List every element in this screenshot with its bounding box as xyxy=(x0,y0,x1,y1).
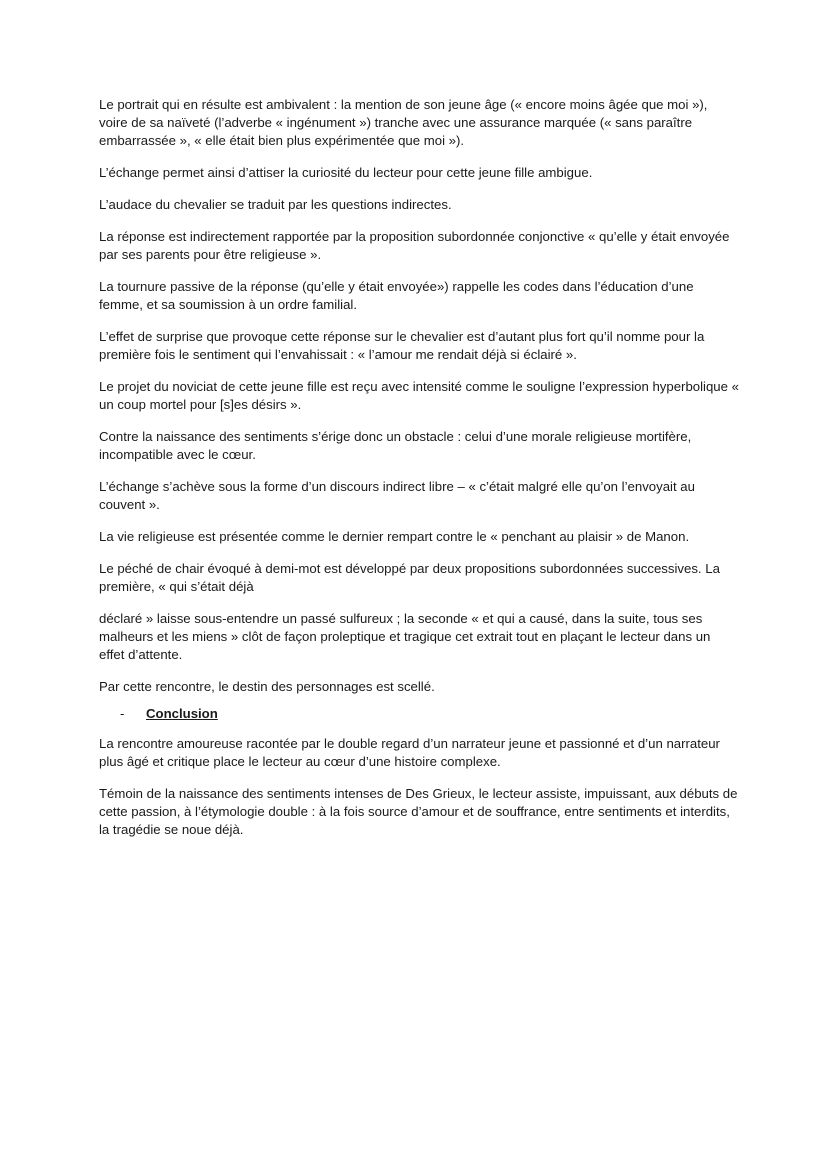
paragraph: La réponse est indirectement rapportée par la proposition subordonnée conjonctive « qu’elle y était envoyée par ses parents pour être religieuse ». xyxy=(99,229,730,262)
paragraph: déclaré » laisse sous-entendre un passé sulfureux ; la seconde « et qui a causé, dans la suite, tous ses malheurs et les miens » clôt de façon proleptique et tragique cet extrait tout en plaçant le lecteur dans un effet d’attente. xyxy=(99,611,711,662)
paragraph: L’échange permet ainsi d’attiser la curiosité du lecteur pour cette jeune fille ambigue. xyxy=(99,165,593,180)
paragraph: Par cette rencontre, le destin des personnages est scellé. xyxy=(99,679,435,694)
bullet-dash: - xyxy=(120,706,125,721)
paragraph: Contre la naissance des sentiments s’érige donc un obstacle : celui d’une morale religieuse mortifère, incompatible avec le cœur. xyxy=(99,429,692,462)
paragraph: L’échange s’achève sous la forme d’un discours indirect libre – « c’était malgré elle qu’on l’envoyait au couvent ». xyxy=(99,479,695,512)
paragraph: Le portrait qui en résulte est ambivalent : la mention de son jeune âge (« encore moins âgée que moi »), voire de sa naïveté (l’adverbe « ingénument ») tranche avec une assurance marquée (« sans paraître embarrassée », « elle était bien plus expérimentée que moi »). xyxy=(99,97,708,148)
paragraph: Le péché de chair évoqué à demi-mot est développé par deux propositions subordonnées successives. La première, « qui s’était déjà xyxy=(99,561,720,594)
paragraph: La rencontre amoureuse racontée par le double regard d’un narrateur jeune et passionné et d’un narrateur plus âgé et critique place le lecteur au cœur d’une histoire complexe. xyxy=(99,736,720,769)
paragraph: Le projet du noviciat de cette jeune fille est reçu avec intensité comme le souligne l’expression hyperbolique « un coup mortel pour [s]es désirs ». xyxy=(99,379,739,412)
section-title: Conclusion xyxy=(146,706,218,721)
document-body xyxy=(99,96,739,853)
paragraph: La vie religieuse est présentée comme le dernier rempart contre le « penchant au plaisir » de Manon. xyxy=(99,529,690,544)
paragraph: L’effet de surprise que provoque cette réponse sur le chevalier est d’autant plus fort qu’il nomme pour la première fois le sentiment qui l’envahissait : « l’amour me rendait déjà si éclairé ». xyxy=(99,329,705,362)
paragraph: La tournure passive de la réponse (qu’elle y était envoyée») rappelle les codes dans l’éducation d’une femme, et sa soumission à un ordre familial. xyxy=(99,279,694,312)
section-heading xyxy=(99,705,739,723)
paragraph: Témoin de la naissance des sentiments intenses de Des Grieux, le lecteur assiste, impuissant, aux débuts de cette passion, à l’étymologie double : à la fois source d’amour et de souffrance, entre sentiments et interdits, la tragédie se noue déjà. xyxy=(99,786,738,837)
paragraph: L’audace du chevalier se traduit par les questions indirectes. xyxy=(99,197,452,212)
